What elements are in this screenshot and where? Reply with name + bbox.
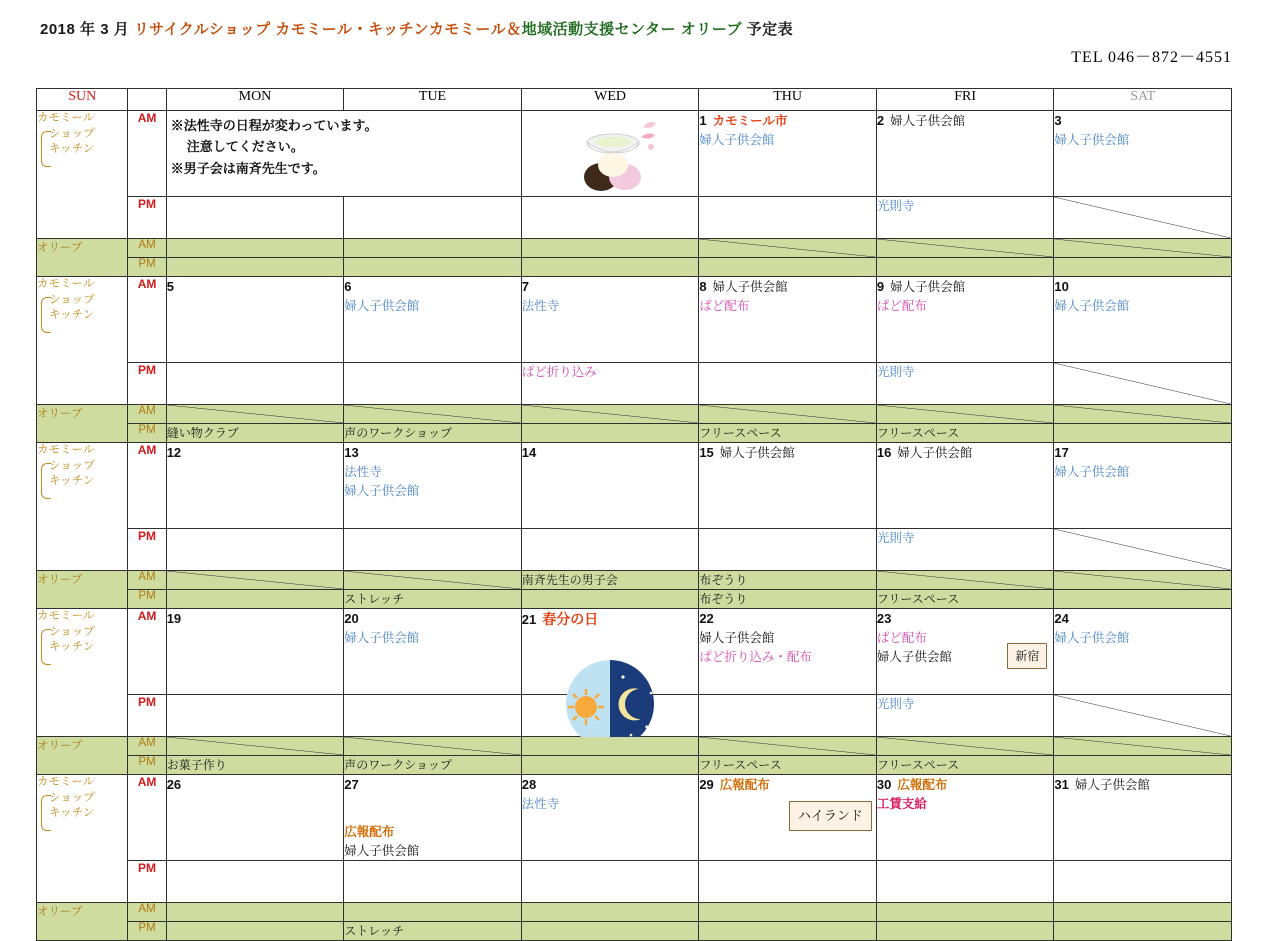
page-header xyxy=(40,18,1240,39)
col-header-wed: WED xyxy=(521,89,699,111)
olive-ampm-pm-4: PM xyxy=(128,756,166,775)
event-text: 婦人子供会館 xyxy=(344,483,420,498)
cell-w4-mon-olive-pm: お菓子作り xyxy=(166,756,344,775)
day-number: 7 xyxy=(521,279,530,294)
cell-w4-fri-pm xyxy=(876,695,1054,737)
day-number: 14 xyxy=(521,445,537,460)
ampm-pm-1: PM xyxy=(128,197,166,239)
label-kamomile: カモミール xyxy=(37,444,95,456)
row-label-olive-5: オリーブ xyxy=(37,903,128,941)
cell-w4-fri-olive-am xyxy=(876,737,1054,756)
week-5-am-row xyxy=(37,775,1232,861)
cell-w3-fri-olive-am xyxy=(876,571,1054,590)
week-2-pm-row xyxy=(37,363,1232,405)
label-shop: ショップ xyxy=(49,459,95,472)
cell-w3-wed-am xyxy=(521,443,699,529)
day-number: 22 xyxy=(699,611,714,626)
label-shop: ショップ xyxy=(49,625,95,638)
blocked-diagonal xyxy=(877,405,1054,423)
cell-w4-tue-pm xyxy=(344,695,522,737)
cell-w1-thu-pm xyxy=(699,197,877,239)
label-shop: ショップ xyxy=(49,293,95,306)
blocked-diagonal xyxy=(1054,405,1231,423)
day-number: 6 xyxy=(344,279,352,294)
event-text: 法性寺 xyxy=(344,464,382,479)
label-kitchen: キッチン xyxy=(49,807,95,820)
cell-w5-mon-pm xyxy=(166,861,344,903)
cell-w2-mon-olive-am xyxy=(166,405,344,424)
day-number: 13 xyxy=(344,445,359,460)
cell-w4-wed-pm xyxy=(521,695,699,737)
cell-w3-fri-am xyxy=(876,443,1054,529)
blocked-diagonal xyxy=(877,737,1054,755)
cell-w3-tue-am xyxy=(344,443,522,529)
blocked-diagonal xyxy=(167,571,344,589)
schedule-table xyxy=(36,88,1232,941)
label-kamomile: カモミール xyxy=(37,610,95,622)
row-label-kamomile-3 xyxy=(37,443,128,571)
cell-w3-mon-pm xyxy=(166,529,344,571)
cell-w1-tue-pm xyxy=(344,197,522,239)
cell-w2-tue-am xyxy=(344,277,522,363)
cell-w5-thu-olive-am xyxy=(699,903,877,922)
event-text: 婦人子供会館 xyxy=(1054,132,1130,147)
blocked-diagonal xyxy=(699,405,876,423)
row-label-olive-1: オリーブ xyxy=(37,239,128,277)
event-text: ぱど折り込み xyxy=(521,365,597,379)
cell-w3-wed-olive-pm xyxy=(521,590,699,609)
blocked-diagonal xyxy=(1054,695,1231,736)
table-body xyxy=(37,111,1232,941)
event-text: ぱど配布 xyxy=(699,298,750,313)
cell-w4-tue-am xyxy=(344,609,522,695)
week-2-olive-am-row xyxy=(37,405,1232,424)
cell-w1-wed-pm xyxy=(521,197,699,239)
label-kamomile: カモミール xyxy=(37,112,95,124)
week-4-am-row xyxy=(37,609,1232,695)
day-number: 12 xyxy=(166,445,182,460)
note-line-2: 注意してください。 xyxy=(186,139,304,155)
week-1-pm-row xyxy=(37,197,1232,239)
cell-w5-sat-pm xyxy=(1054,861,1232,903)
olive-ampm-am-1: AM xyxy=(128,239,166,258)
col-header-fri: FRI xyxy=(876,89,1054,111)
cell-w5-wed-olive-pm xyxy=(521,922,699,941)
cell-w3-sat-olive-pm xyxy=(1054,590,1232,609)
event-text: 婦人子供会館 xyxy=(712,280,788,294)
cell-w4-mon-pm xyxy=(166,695,344,737)
col-header-sat: SAT xyxy=(1054,89,1232,111)
cell-w5-fri-olive-pm xyxy=(876,922,1054,941)
week-3-pm-row xyxy=(37,529,1232,571)
row-label-kamomile-1 xyxy=(37,111,128,239)
cell-w1-thu-am xyxy=(699,111,877,197)
week-3-am-row xyxy=(37,443,1232,529)
cell-w5-tue-olive-am xyxy=(344,903,522,922)
cell-w5-thu-am xyxy=(699,775,877,861)
day-number: 1 xyxy=(699,113,707,128)
cell-w1-sat-pm xyxy=(1054,197,1232,239)
day-number: 10 xyxy=(1054,279,1069,294)
cell-w2-tue-olive-am xyxy=(344,405,522,424)
cell-w4-sat-pm xyxy=(1054,695,1232,737)
cell-w5-sat-olive-am xyxy=(1054,903,1232,922)
ampm-am-4: AM xyxy=(128,609,166,695)
cell-w5-fri-pm xyxy=(876,861,1054,903)
blocked-diagonal xyxy=(167,737,344,755)
week-1-am-row xyxy=(37,111,1232,197)
row-label-kamomile-2 xyxy=(37,277,128,405)
ampm-am-5: AM xyxy=(128,775,166,861)
cell-w1-sat-am xyxy=(1054,111,1232,197)
day-number: 29 xyxy=(699,777,714,792)
cell-w4-fri-am xyxy=(876,609,1054,695)
event-text: 婦人子供会館 xyxy=(890,280,966,294)
header-title-tail: 予定表 xyxy=(741,21,794,38)
cell-w3-mon-olive-pm xyxy=(166,590,344,609)
day-number: 8 xyxy=(699,279,707,294)
cell-w3-thu-olive-pm: 布ぞうり xyxy=(699,590,877,609)
cell-w5-mon-olive-am xyxy=(166,903,344,922)
day-number: 28 xyxy=(521,777,537,792)
cell-w3-fri-olive-pm: フリースペース xyxy=(876,590,1054,609)
ampm-am-3: AM xyxy=(128,443,166,529)
event-text: 婦人子供会館 xyxy=(890,114,966,128)
event-text: 婦人子供会館 xyxy=(344,843,420,858)
event-text: 光則寺 xyxy=(876,199,915,213)
ampm-pm-3: PM xyxy=(128,529,166,571)
cell-w5-wed-pm xyxy=(521,861,699,903)
week-2-am-row xyxy=(37,277,1232,363)
event-text: 光則寺 xyxy=(876,697,915,711)
tag-highland: ハイランド xyxy=(789,801,872,831)
day-number: 5 xyxy=(166,279,174,294)
blocked-diagonal xyxy=(1054,197,1231,238)
cell-w5-tue-am xyxy=(344,775,522,861)
cell-w4-mon-am xyxy=(166,609,344,695)
event-text: 婦人子供会館 xyxy=(699,132,775,147)
label-kitchen: キッチン xyxy=(49,143,95,156)
cell-w4-thu-olive-pm: フリースペース xyxy=(699,756,877,775)
cell-w4-tue-olive-am xyxy=(344,737,522,756)
cell-w1-wed-olive-pm xyxy=(521,258,699,277)
header-org-1: リサイクルショップ カモミール・キッチンカモミール＆ xyxy=(133,21,522,38)
cell-w2-thu-olive-pm: フリースペース xyxy=(699,424,877,443)
blocked-diagonal xyxy=(699,737,876,755)
day-number: 17 xyxy=(1054,445,1069,460)
cell-w2-sat-olive-am xyxy=(1054,405,1232,424)
event-text: 婦人子供会館 xyxy=(1074,778,1150,792)
cell-w1-tue-olive-pm xyxy=(344,258,522,277)
cell-w3-tue-pm xyxy=(344,529,522,571)
notes-cell xyxy=(166,111,521,197)
cell-w1-thu-olive-pm xyxy=(699,258,877,277)
cell-w5-mon-olive-pm xyxy=(166,922,344,941)
cell-w3-fri-pm xyxy=(876,529,1054,571)
row-label-olive-2: オリーブ xyxy=(37,405,128,443)
day-number: 31 xyxy=(1054,777,1069,792)
day-number: 16 xyxy=(876,445,892,460)
col-header-mon: MON xyxy=(166,89,344,111)
week-5-pm-row xyxy=(37,861,1232,903)
cell-w4-wed-am xyxy=(521,609,699,695)
olive-ampm-pm-2: PM xyxy=(128,424,166,443)
day-number: 27 xyxy=(344,777,359,792)
day-number: 21 xyxy=(521,612,537,627)
cell-w1-wed-am xyxy=(521,111,699,197)
cell-w2-wed-olive-am xyxy=(521,405,699,424)
cell-w3-sat-olive-am xyxy=(1054,571,1232,590)
event-text: 光則寺 xyxy=(876,365,915,379)
wagashi-illustration xyxy=(555,115,665,201)
telephone-number: TEL 046－872－4551 xyxy=(1071,49,1232,66)
cell-w1-thu-olive-am xyxy=(699,239,877,258)
table-header-row xyxy=(37,89,1232,111)
day-number: 9 xyxy=(876,279,885,294)
blocked-diagonal xyxy=(1054,363,1231,404)
cell-w2-tue-olive-pm: 声のワークショップ xyxy=(344,424,522,443)
blocked-diagonal xyxy=(877,239,1054,257)
cell-w3-thu-olive-am: 布ぞうり xyxy=(699,571,877,590)
cell-w1-mon-pm xyxy=(166,197,344,239)
blocked-diagonal xyxy=(699,239,876,257)
cell-w1-sat-olive-pm xyxy=(1054,258,1232,277)
event-text: ぱど折り込み・配布 xyxy=(699,649,812,664)
cell-w4-wed-olive-am xyxy=(521,737,699,756)
cell-w3-tue-olive-am xyxy=(344,571,522,590)
week-4-olive-pm-row xyxy=(37,756,1232,775)
cell-w1-fri-olive-am xyxy=(876,239,1054,258)
cell-w2-fri-pm xyxy=(876,363,1054,405)
week-5-olive-am-row xyxy=(37,903,1232,922)
cell-w4-tue-olive-pm: 声のワークショップ xyxy=(344,756,522,775)
cell-w5-sat-am xyxy=(1054,775,1232,861)
cell-w4-thu-am xyxy=(699,609,877,695)
olive-ampm-pm-1: PM xyxy=(128,258,166,277)
ampm-pm-2: PM xyxy=(128,363,166,405)
ampm-am-1: AM xyxy=(128,111,166,197)
week-4-pm-row xyxy=(37,695,1232,737)
ampm-pm-4: PM xyxy=(128,695,166,737)
blocked-diagonal xyxy=(344,737,521,755)
cell-w3-sat-am xyxy=(1054,443,1232,529)
col-header-thu: THU xyxy=(699,89,877,111)
cell-w1-tue-olive-am xyxy=(344,239,522,258)
week-2-olive-pm-row xyxy=(37,424,1232,443)
olive-ampm-pm-3: PM xyxy=(128,590,166,609)
event-text: 工賃支給 xyxy=(876,796,927,811)
cell-w5-thu-olive-pm xyxy=(699,922,877,941)
note-line-1: ※法性寺の日程が変わっています。 xyxy=(170,118,378,133)
header-title-line xyxy=(40,18,1240,39)
cell-w3-thu-am xyxy=(699,443,877,529)
day-number: 24 xyxy=(1054,611,1069,626)
cell-w1-sat-olive-am xyxy=(1054,239,1232,258)
header-date: 2018 年 3 月 xyxy=(40,21,130,38)
cell-w1-wed-olive-am xyxy=(521,239,699,258)
cell-w5-fri-am xyxy=(876,775,1054,861)
cell-w2-sat-olive-pm xyxy=(1054,424,1232,443)
blocked-diagonal xyxy=(877,571,1054,589)
cell-w3-wed-pm xyxy=(521,529,699,571)
blocked-diagonal xyxy=(167,405,344,423)
cell-w1-fri-am xyxy=(876,111,1054,197)
event-text: 婦人子供会館 xyxy=(1054,630,1130,645)
event-text: 婦人子供会館 xyxy=(719,446,795,460)
day-number: 15 xyxy=(699,445,714,460)
row-label-kamomile-5 xyxy=(37,775,128,903)
cell-w2-mon-am xyxy=(166,277,344,363)
label-shop: ショップ xyxy=(49,127,95,140)
day-number: 20 xyxy=(344,611,359,626)
event-text: 光則寺 xyxy=(876,531,915,545)
event-text: 婦人子供会館 xyxy=(699,630,775,645)
header-org-2: 地域活動支援センター オリーブ xyxy=(521,21,742,38)
label-kitchen: キッチン xyxy=(49,641,95,654)
cell-w4-wed-olive-pm xyxy=(521,756,699,775)
cell-w2-fri-olive-pm: フリースペース xyxy=(876,424,1054,443)
week-1-olive-pm-row xyxy=(37,258,1232,277)
cell-w4-mon-olive-am xyxy=(166,737,344,756)
cell-w1-mon-olive-pm xyxy=(166,258,344,277)
cell-w5-sat-olive-pm xyxy=(1054,922,1232,941)
event-text: 婦人子供会館 xyxy=(344,630,420,645)
event-text: 婦人子供会館 xyxy=(876,649,952,664)
cell-w5-tue-pm xyxy=(344,861,522,903)
olive-ampm-am-4: AM xyxy=(128,737,166,756)
event-text: 広報配布 xyxy=(344,824,395,839)
event-text: ぱど配布 xyxy=(876,298,927,313)
label-kitchen: キッチン xyxy=(49,475,95,488)
olive-ampm-am-2: AM xyxy=(128,405,166,424)
cell-w2-fri-am xyxy=(876,277,1054,363)
cell-w2-tue-pm xyxy=(344,363,522,405)
cell-w4-sat-olive-pm xyxy=(1054,756,1232,775)
day-number: 19 xyxy=(166,611,182,626)
cell-w3-thu-pm xyxy=(699,529,877,571)
week-4-olive-am-row xyxy=(37,737,1232,756)
event-text: カモミール市 xyxy=(712,114,788,128)
cell-w3-mon-olive-am xyxy=(166,571,344,590)
cell-w1-fri-olive-pm xyxy=(876,258,1054,277)
cell-w5-thu-pm xyxy=(699,861,877,903)
cell-w4-sat-olive-am xyxy=(1054,737,1232,756)
event-text: 婦人子供会館 xyxy=(897,446,973,460)
week-3-olive-pm-row xyxy=(37,590,1232,609)
blocked-diagonal xyxy=(344,405,521,423)
event-text: ぱど配布 xyxy=(876,630,927,645)
cell-w2-thu-am xyxy=(699,277,877,363)
cell-w4-fri-olive-pm: フリースペース xyxy=(876,756,1054,775)
cell-w5-mon-am xyxy=(166,775,344,861)
event-text: 法性寺 xyxy=(521,796,560,811)
cell-w3-sat-pm xyxy=(1054,529,1232,571)
cell-w2-wed-olive-pm xyxy=(521,424,699,443)
cell-w2-wed-am xyxy=(521,277,699,363)
cell-w2-fri-olive-am xyxy=(876,405,1054,424)
event-text: 広報配布 xyxy=(897,778,948,792)
cell-w3-tue-olive-pm: ストレッチ xyxy=(344,590,522,609)
cell-w1-mon-olive-am xyxy=(166,239,344,258)
event-text: 法性寺 xyxy=(521,298,560,313)
event-text: 婦人子供会館 xyxy=(1054,464,1130,479)
week-3-olive-am-row xyxy=(37,571,1232,590)
col-header-sun: SUN xyxy=(37,89,128,111)
cell-w2-sat-pm xyxy=(1054,363,1232,405)
cell-w3-wed-olive-am: 南斉先生の男子会 xyxy=(521,571,699,590)
label-kamomile: カモミール xyxy=(37,278,95,290)
cell-w2-mon-pm xyxy=(166,363,344,405)
blocked-diagonal xyxy=(344,571,521,589)
blocked-diagonal xyxy=(1054,529,1231,570)
blocked-diagonal xyxy=(1054,737,1231,755)
cell-w5-fri-olive-am xyxy=(876,903,1054,922)
label-kitchen: キッチン xyxy=(49,309,95,322)
row-label-olive-3: オリーブ xyxy=(37,571,128,609)
olive-ampm-pm-5: PM xyxy=(128,922,166,941)
col-header-ampm xyxy=(128,89,166,111)
day-number: 3 xyxy=(1054,113,1062,128)
day-number: 30 xyxy=(876,777,892,792)
week-5-olive-pm-row xyxy=(37,922,1232,941)
olive-ampm-am-3: AM xyxy=(128,571,166,590)
blocked-diagonal xyxy=(522,405,699,423)
cell-w5-wed-am xyxy=(521,775,699,861)
day-number: 26 xyxy=(166,777,182,792)
olive-ampm-am-5: AM xyxy=(128,903,166,922)
day-number: 23 xyxy=(876,611,892,626)
label-kamomile: カモミール xyxy=(37,776,95,788)
cell-w5-wed-olive-am xyxy=(521,903,699,922)
cell-w4-sat-am xyxy=(1054,609,1232,695)
cell-w1-fri-pm xyxy=(876,197,1054,239)
col-header-tue: TUE xyxy=(344,89,522,111)
cell-w4-thu-olive-am xyxy=(699,737,877,756)
ampm-pm-5: PM xyxy=(128,861,166,903)
blocked-diagonal xyxy=(1054,571,1231,589)
event-text: 婦人子供会館 xyxy=(344,298,420,313)
week-1-olive-am-row xyxy=(37,239,1232,258)
note-line-3: ※男子会は南斉先生です。 xyxy=(170,160,326,176)
cell-w2-thu-olive-am xyxy=(699,405,877,424)
cell-w4-thu-pm xyxy=(699,695,877,737)
row-label-olive-4: オリーブ xyxy=(37,737,128,775)
event-text: 婦人子供会館 xyxy=(1054,298,1130,313)
event-text: 広報配布 xyxy=(719,778,770,792)
row-label-kamomile-4 xyxy=(37,609,128,737)
tag-shinjuku: 新宿 xyxy=(1007,643,1047,669)
cell-w2-thu-pm xyxy=(699,363,877,405)
cell-w3-mon-am xyxy=(166,443,344,529)
blocked-diagonal xyxy=(1054,239,1231,257)
event-text: 春分の日 xyxy=(542,611,599,627)
cell-w5-tue-olive-pm: ストレッチ xyxy=(344,922,522,941)
cell-w2-wed-pm xyxy=(521,363,699,405)
label-shop: ショップ xyxy=(49,791,95,804)
day-number: 2 xyxy=(876,113,885,128)
cell-w2-mon-olive-pm: 縫い物クラブ xyxy=(166,424,344,443)
ampm-am-2: AM xyxy=(128,277,166,363)
cell-w2-sat-am xyxy=(1054,277,1232,363)
